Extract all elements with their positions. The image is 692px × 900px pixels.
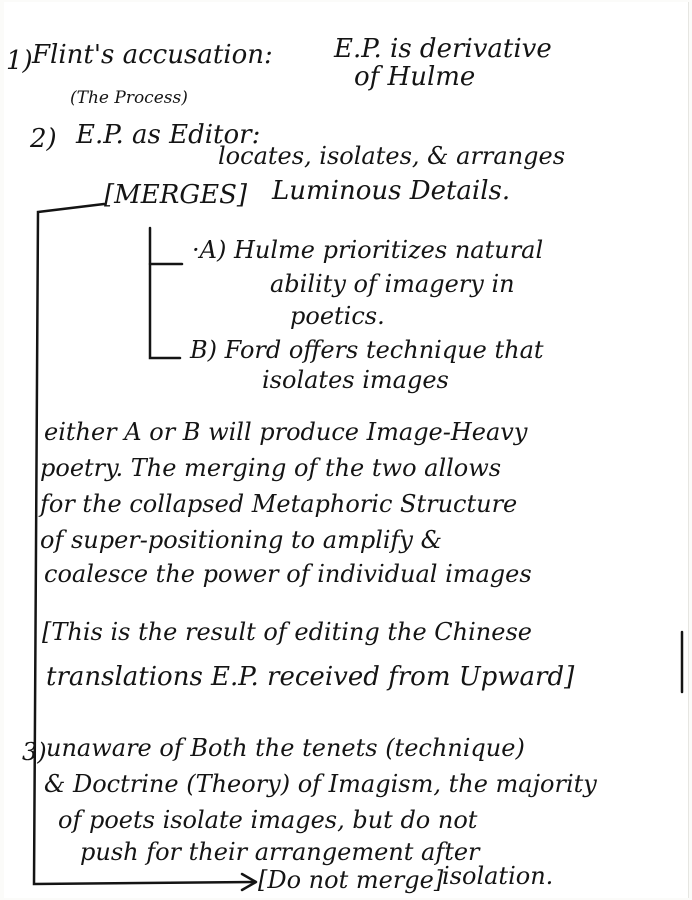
point2-number: 2) xyxy=(30,124,57,154)
point1-line1a: Flint's accusation: xyxy=(32,40,273,70)
note-line1: [This is the result of editing the Chinese xyxy=(42,618,532,646)
item-a-line2: ability of imagery in xyxy=(270,270,515,298)
item-a-line1: ·A) Hulme prioritizes natural xyxy=(192,236,544,264)
para-line3: for the collapsed Metaphoric Structure xyxy=(40,490,518,518)
point3-line4: push for their arrangement after xyxy=(80,838,480,866)
point3-number: 3) xyxy=(22,738,47,766)
note-line2: translations E.P. received from Upward] xyxy=(46,662,575,692)
point3-line1: unaware of Both the tenets (technique) xyxy=(46,734,525,762)
point3-tag: [Do not merge] xyxy=(258,866,444,894)
point1-number: 1) xyxy=(6,46,33,76)
item-b-line2: isolates images xyxy=(262,366,449,394)
point2-line1: E.P. as Editor: xyxy=(76,120,261,150)
para-line5: coalesce the power of individual images xyxy=(44,560,532,588)
para-line2: poetry. The merging of the two allows xyxy=(40,454,502,482)
merges-tag: [MERGES] xyxy=(104,180,248,210)
inner-bracket-line xyxy=(150,228,180,358)
point3-line2: & Doctrine (Theory) of Imagism, the majority xyxy=(44,770,597,798)
notebook-page xyxy=(4,2,689,898)
point1-line2: of Hulme xyxy=(354,62,476,92)
item-a-line3: poetics. xyxy=(290,302,385,330)
merges-rest: Luminous Details. xyxy=(272,176,511,206)
point2-line2: locates, isolates, & arranges xyxy=(218,142,566,170)
para-line1: either A or B will produce Image-Heavy xyxy=(44,418,528,446)
para-line4: of super-positioning to amplify & xyxy=(40,526,442,554)
point3-end: isolation. xyxy=(442,862,554,890)
point1-line1b: E.P. is derivative xyxy=(334,34,552,64)
item-b-line1: B) Ford offers technique that xyxy=(190,336,544,364)
process-label: (The Process) xyxy=(70,88,188,108)
point3-line3: of poets isolate images, but do not xyxy=(58,806,478,834)
